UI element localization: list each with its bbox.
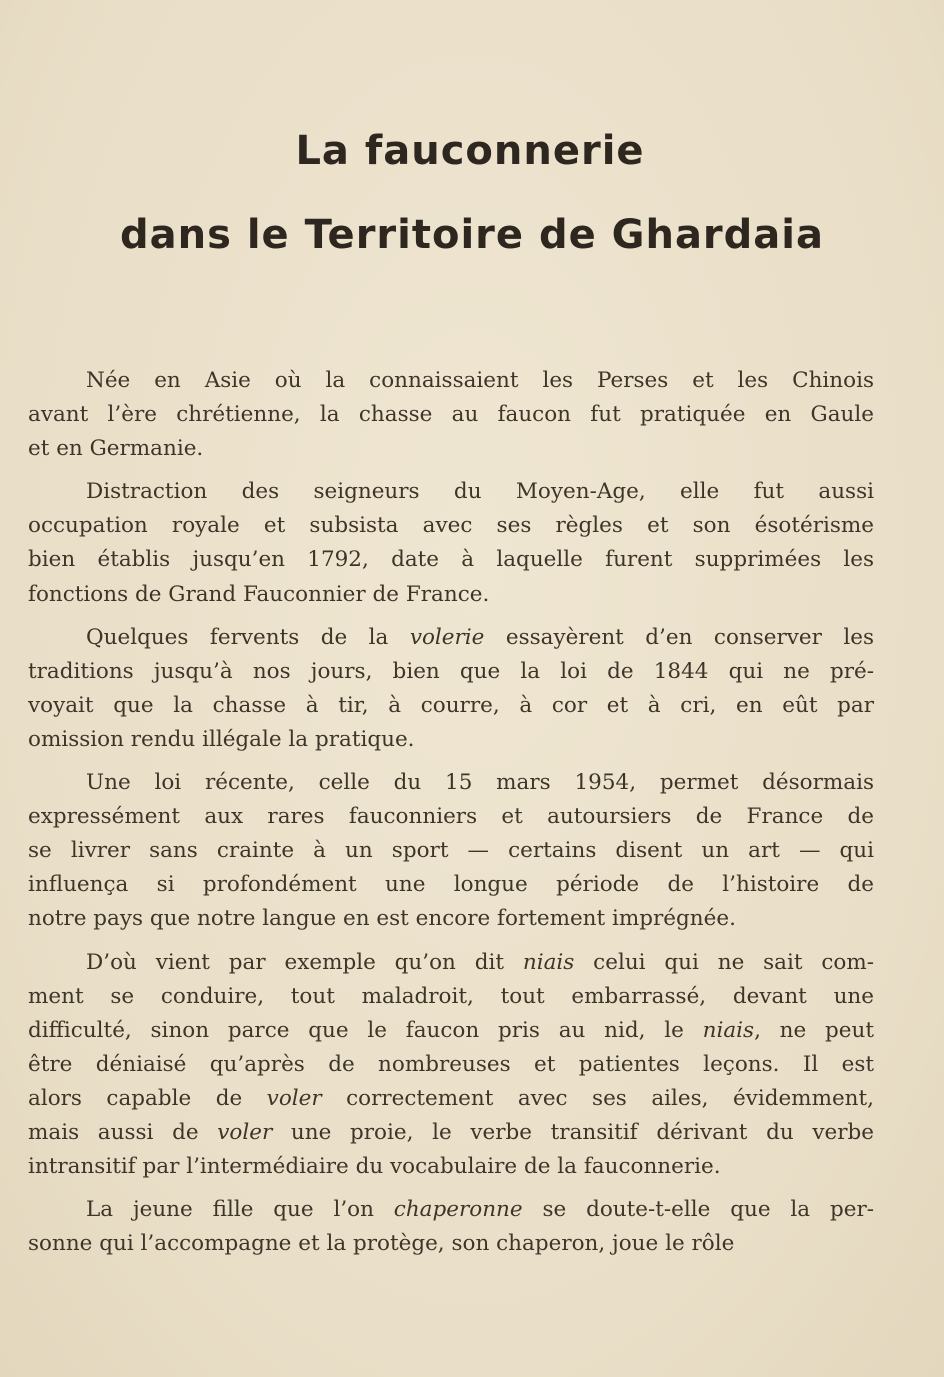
- text-run: notre pays que notre langue en est encore fortement imprégnée.: [28, 906, 736, 932]
- paragraph: [28, 1193, 874, 1261]
- text-run: , ne peut: [754, 1017, 874, 1043]
- text-run: avant l’ère chrétienne, la chasse au faucon fut pratiquée en Gaule: [28, 402, 874, 428]
- italic-term: niais: [522, 949, 575, 975]
- title-line-1: La fauconnerie: [295, 128, 645, 174]
- paragraph: [28, 946, 874, 1185]
- italic-term: chaperonne: [393, 1197, 523, 1223]
- text-run: voyait que la chasse à tir, à courre, à cor et à cri, en eût par: [28, 692, 874, 718]
- italic-term: voler: [217, 1119, 273, 1145]
- text-run: une proie, le verbe transitif dérivant du verbe: [272, 1119, 875, 1145]
- paragraph: [28, 364, 874, 466]
- text-line: [28, 398, 874, 432]
- text-run: ment se conduire, tout maladroit, tout embarrassé, devant une: [28, 983, 874, 1009]
- article-body: [28, 364, 874, 1270]
- title-line-2: dans le Territoire de Ghardaia: [119, 212, 824, 258]
- text-line: [28, 475, 874, 509]
- text-run: Une loi récente, celle du 15 mars 1954, permet désormais: [86, 770, 874, 796]
- text-run: Née en Asie où la connaissaient les Perses et les Chinois: [86, 368, 874, 393]
- paragraph: [28, 475, 874, 611]
- text-run: Quelques fervents de la: [86, 624, 410, 650]
- text-run: difficulté, sinon parce que le faucon pris au nid, le: [28, 1017, 703, 1043]
- text-run: omission rendu illégale la pratique.: [28, 726, 415, 752]
- text-run: expressément aux rares fauconniers et autoursiers de France de: [28, 804, 874, 830]
- text-run: La jeune fille que l’on: [86, 1197, 394, 1223]
- text-line: [28, 766, 874, 800]
- text-run: être déniaisé qu’après de nombreuses et patientes leçons. Il est: [28, 1051, 874, 1077]
- italic-term: voler: [266, 1085, 322, 1111]
- text-run: se doute-t-elle que la per-: [522, 1197, 874, 1223]
- text-line: [28, 655, 874, 689]
- text-line: [28, 1048, 874, 1082]
- text-run: bien établis jusqu’en 1792, date à laquelle furent supprimées les: [28, 547, 874, 573]
- text-run: occupation royale et subsista avec ses règles et son ésotérisme: [28, 513, 874, 539]
- italic-term: volerie: [409, 624, 485, 650]
- text-run: mais aussi de: [28, 1119, 218, 1145]
- text-run: fonctions de Grand Fauconnier de France.: [28, 581, 490, 607]
- text-line: [28, 621, 874, 655]
- text-line: [28, 364, 874, 398]
- text-run: traditions jusqu’à nos jours, bien que la loi de 1844 qui ne pré-: [28, 658, 874, 684]
- text-line: [28, 1082, 874, 1116]
- paragraph: [28, 766, 874, 936]
- text-line: [28, 1014, 874, 1048]
- text-run: alors capable de: [28, 1085, 267, 1111]
- text-run: sonne qui l’accompagne et la protège, son chaperon, joue le rôle: [28, 1231, 735, 1257]
- text-run: et en Germanie.: [28, 436, 204, 462]
- text-line: [28, 868, 874, 902]
- text-line: [28, 578, 874, 612]
- text-run: se livrer sans crainte à un sport — certains disent un art — qui: [28, 838, 874, 864]
- text-line: [28, 980, 874, 1014]
- text-line: [28, 946, 874, 980]
- text-run: influença si profondément une longue période de l’histoire de: [28, 872, 874, 898]
- text-line: [28, 834, 874, 868]
- text-run: essayèrent d’en conserver les: [484, 624, 875, 650]
- text-line: [28, 1116, 874, 1150]
- text-line: [28, 1227, 874, 1261]
- text-line: [28, 800, 874, 834]
- text-line: [28, 723, 874, 757]
- italic-term: niais: [702, 1017, 755, 1043]
- text-line: [28, 432, 874, 466]
- text-run: correctement avec ses ailes, évidemment,: [321, 1085, 875, 1111]
- text-line: [28, 689, 874, 723]
- text-line: [28, 902, 874, 936]
- text-line: [28, 543, 874, 577]
- text-run: celui qui ne sait com-: [574, 949, 874, 975]
- paragraph: [28, 621, 874, 757]
- text-line: [28, 509, 874, 543]
- text-run: Distraction des seigneurs du Moyen-Age, elle fut aussi: [86, 479, 874, 505]
- text-run: D’où vient par exemple qu’on dit: [86, 949, 523, 975]
- text-line: [28, 1150, 874, 1184]
- text-run: intransitif par l’intermédiaire du vocabulaire de la fauconnerie.: [28, 1154, 721, 1180]
- text-line: [28, 1193, 874, 1227]
